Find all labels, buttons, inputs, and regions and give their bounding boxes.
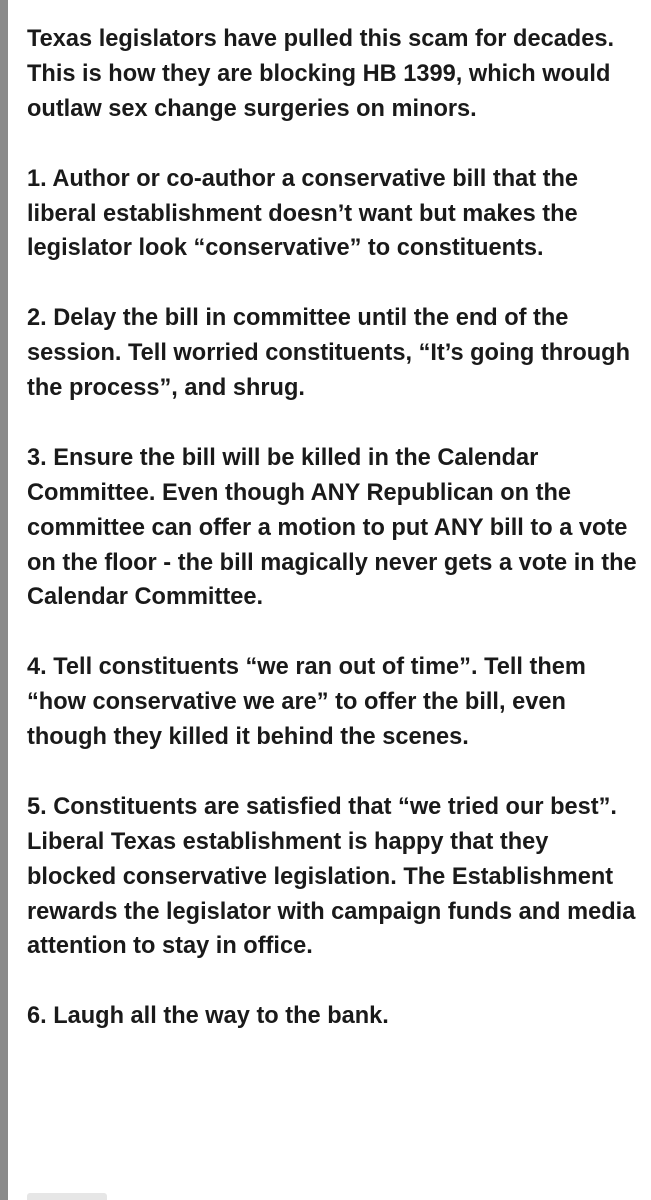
left-border-rule: [0, 0, 8, 1200]
step-3-paragraph: 3. Ensure the bill will be killed in the Calendar Committee. Even though ANY Republican on the committee can offer a motion to put ANY bill to a vote on the floor - the bill magically never gets a vote in the Calendar Committee.: [27, 444, 637, 611]
step-4-paragraph: 4. Tell constituents “we ran out of time”. Tell them “how conservative we are” to offer the bill, even though they killed it behind the scenes.: [27, 654, 586, 751]
step-6-paragraph: 6. Laugh all the way to the bank.: [27, 1003, 389, 1030]
step-2-paragraph: 2. Delay the bill in committee until the end of the session. Tell worried constituents, “It’s going through the process”, and shrug.: [27, 305, 630, 402]
step-1-paragraph: 1. Author or co-author a conservative bill that the liberal establishment doesn’t want but makes the legislator look “conservative” to constituents.: [27, 165, 579, 262]
intro-paragraph: Texas legislators have pulled this scam for decades. This is how they are blocking HB 1399, which would outlaw sex change surgeries on minors.: [27, 26, 615, 122]
cropped-element: [27, 1193, 107, 1200]
post-body: [27, 22, 643, 1034]
step-5-paragraph: 5. Constituents are satisfied that “we tried our best”. Liberal Texas establishment is happy that they blocked conservative legislation. The Establishment rewards the legislator with campaign funds and media attention to stay in office.: [27, 793, 636, 960]
